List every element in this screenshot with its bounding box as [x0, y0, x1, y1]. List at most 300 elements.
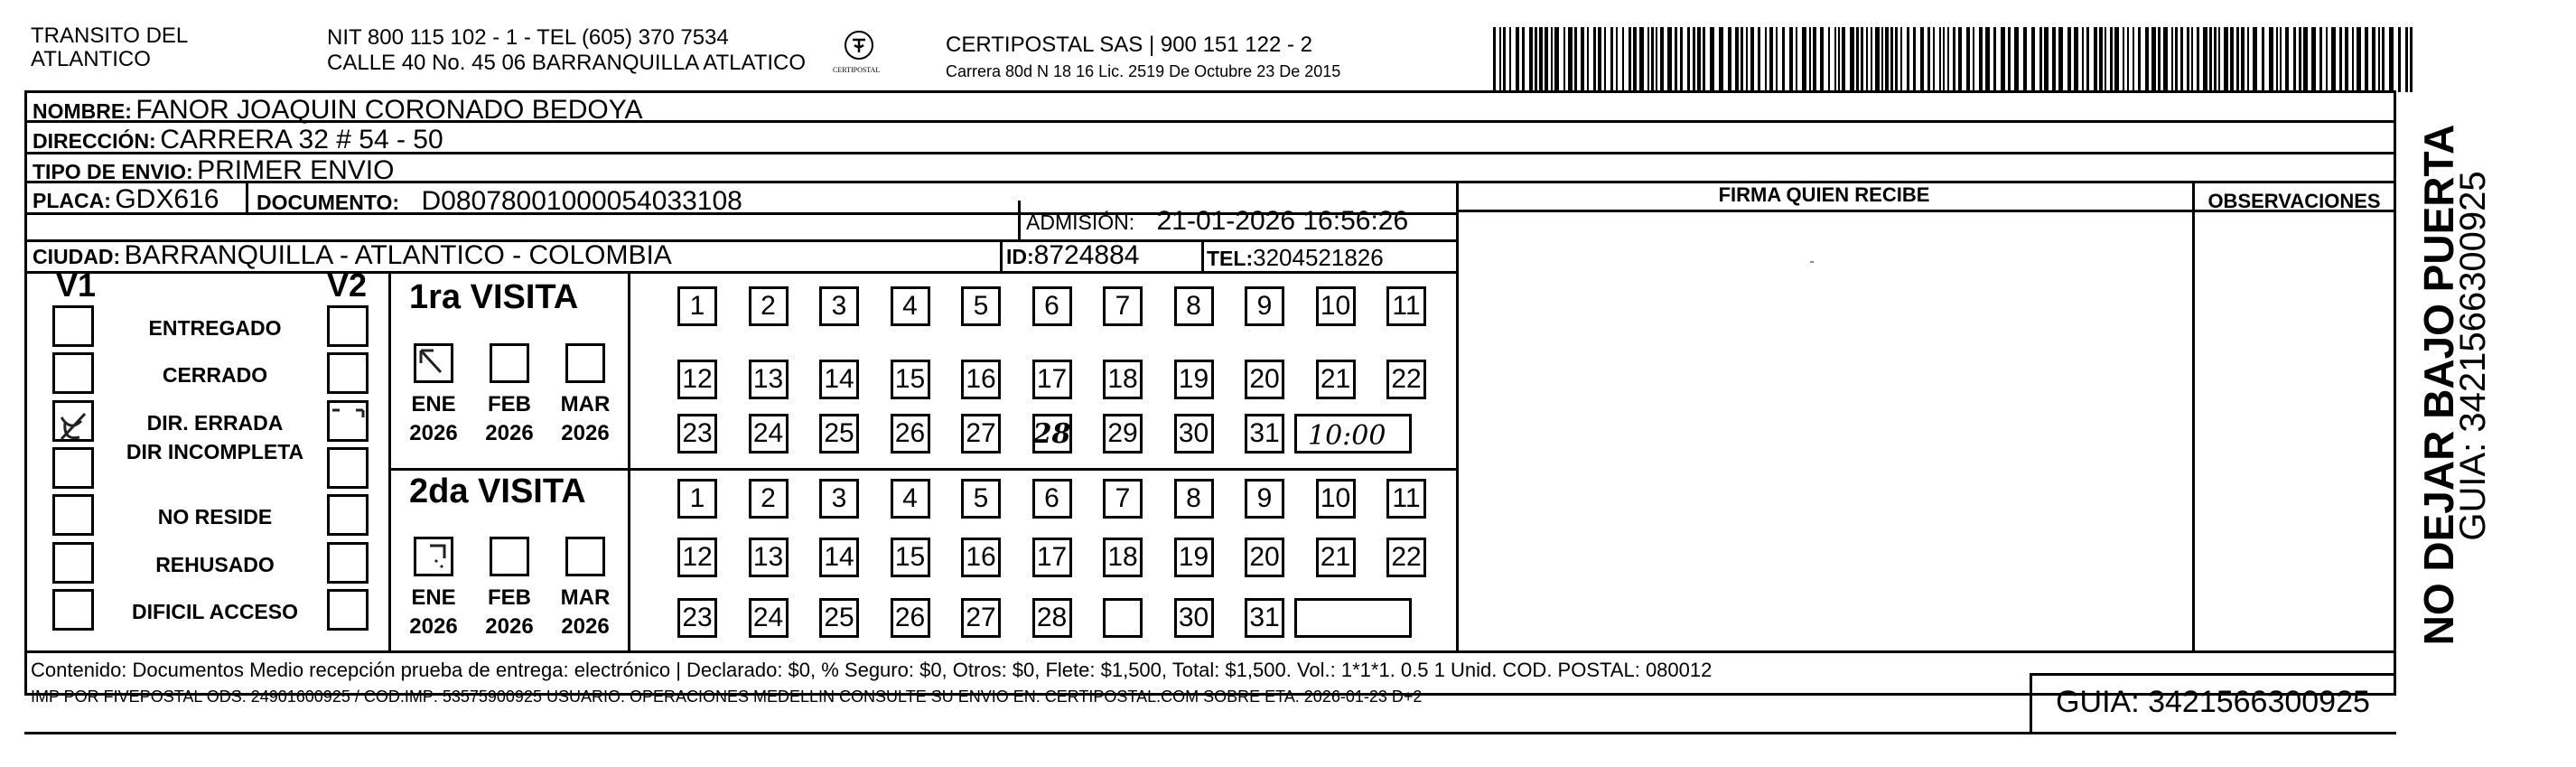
documento-label: DOCUMENTO:: [257, 191, 400, 214]
month-checkbox[interactable]: [565, 343, 605, 383]
barcode-bar: [2008, 27, 2011, 92]
barcode-bar: [2123, 27, 2124, 92]
day-cell[interactable]: 19: [1174, 360, 1214, 399]
month-year-label: 2026: [485, 614, 534, 639]
day-cell[interactable]: 12: [677, 538, 717, 577]
v1-checkbox[interactable]: [52, 305, 94, 347]
barcode-bar: [1499, 27, 1501, 92]
direccion-label: DIRECCIÓN:: [33, 129, 156, 153]
barcode-bar: [1943, 27, 1945, 92]
observaciones-label: OBSERVACIONES: [2207, 190, 2381, 212]
barcode-bar: [1539, 27, 1543, 92]
day-cell[interactable]: 21: [1316, 538, 1356, 577]
month-label: MAR: [560, 392, 611, 416]
id-value: 8724884: [1033, 240, 1140, 270]
barcode-bar: [2105, 27, 2106, 92]
id-label: ID:: [1006, 245, 1034, 268]
barcode-bar: [1765, 27, 1767, 92]
barcode-bar: [2074, 27, 2078, 92]
day-cell[interactable]: 10: [1316, 286, 1356, 326]
barcode-bar: [2023, 27, 2027, 92]
v2-checkbox[interactable]: [327, 542, 369, 584]
barcode-bar: [1629, 27, 1631, 92]
barcode-bar: [1895, 27, 1898, 92]
carrier-line1: CERTIPOSTAL SAS | 900 151 122 - 2: [946, 33, 1312, 57]
barcode-bar: [2345, 27, 2348, 92]
barcode-bar: [1871, 27, 1872, 92]
barcode-bar: [2365, 27, 2368, 92]
barcode-bar: [1493, 27, 1496, 92]
status-option-label: DIFICIL ACCESO: [131, 599, 298, 623]
barcode-bar: [1758, 27, 1760, 92]
day-cell[interactable]: 3: [819, 286, 859, 326]
barcode-bar: [2378, 27, 2380, 92]
v2-dir-errada-mark: [327, 405, 369, 451]
footer-imp: IMP POR FIVEPOSTAL ODS: 24901600925 / COD.IMP: 53575900925 USUARIO: OPERACIONES MEDELLIN CONSULTE SU ENVIO EN: CERTIPOSTAL.COM SOBRE ETA: 2026-01-23 D+2: [31, 687, 1423, 706]
barcode-bar: [1939, 27, 1941, 92]
footer-contenido: Contenido: Documentos Medio recepción prueba de entrega: electrónico | Declarado: $0, % Seguro: $0, Otros: $0, Flete: $1,500, Total: $1,500. Vol.: 1*1*1. 0.5 1 Unid. COD. POSTAL: 080012: [31, 659, 1713, 681]
barcode-bar: [2001, 27, 2005, 92]
day-cell[interactable]: 10: [1316, 479, 1356, 519]
status-option-label: CERRADO: [162, 363, 268, 388]
certipostal-logo-icon: [838, 29, 880, 70]
day-cell[interactable]: 29: [1103, 414, 1143, 454]
day-cell[interactable]: 25: [819, 598, 859, 638]
barcode-bar: [2180, 27, 2183, 92]
barcode-bar: [2158, 27, 2161, 92]
tel-label: TEL:: [1207, 247, 1254, 270]
day-cell[interactable]: 16: [961, 360, 1001, 399]
barcode-bar: [1735, 27, 1739, 92]
barcode-bar: [1907, 27, 1909, 92]
barcode-bar: [1933, 27, 1935, 92]
barcode-bar: [1522, 27, 1525, 92]
barcode-bar: [2203, 27, 2207, 92]
footer-guia: GUIA: 3421566300925: [2056, 685, 2370, 719]
barcode-bar: [2352, 27, 2354, 92]
firma-speck: [1810, 261, 1814, 263]
month-checkbox[interactable]: [490, 537, 529, 576]
placa-value: GDX616: [115, 184, 219, 214]
day-cell[interactable]: 20: [1245, 538, 1284, 577]
barcode-bar: [2319, 27, 2322, 92]
status-option-label: NO RESIDE: [157, 505, 273, 529]
barcode-bar: [2293, 27, 2296, 92]
day-cell[interactable]: 23: [677, 598, 717, 638]
barcode-bar: [1593, 27, 1596, 92]
barcode-bar: [1574, 27, 1577, 92]
v1-checkbox[interactable]: [52, 447, 94, 489]
barcode-bar: [2382, 27, 2385, 92]
barcode-bar: [1890, 27, 1893, 92]
barcode-bar: [1820, 27, 1824, 92]
day-cell[interactable]: 7: [1103, 286, 1143, 326]
v2-label: V2: [327, 267, 368, 304]
barcode-bar: [2114, 27, 2119, 92]
barcode-bar: [1776, 27, 1778, 92]
admision-label: ADMISIÓN:: [1026, 210, 1135, 234]
day-cell[interactable]: [1103, 598, 1143, 638]
day-cell[interactable]: 1: [677, 479, 717, 519]
barcode-bar: [2405, 27, 2408, 92]
barcode-bar: [2253, 27, 2257, 92]
barcode-bar: [1693, 27, 1695, 92]
day-cell[interactable]: 31: [1245, 414, 1284, 454]
day-cell[interactable]: 9: [1245, 286, 1284, 326]
barcode-bar: [2191, 27, 2193, 92]
day-cell[interactable]: 18: [1103, 538, 1143, 577]
barcode-bar: [1813, 27, 1816, 92]
v2-checkbox[interactable]: [327, 447, 369, 489]
time-box[interactable]: [1294, 598, 1412, 638]
barcode-bar: [1616, 27, 1618, 92]
barcode-bar: [1675, 27, 1677, 92]
barcode-bar: [2044, 27, 2049, 92]
day-cell[interactable]: 24: [749, 414, 789, 454]
day-cell[interactable]: 5: [961, 479, 1001, 519]
barcode-bar: [1710, 27, 1714, 92]
day-cell[interactable]: 30: [1174, 414, 1214, 454]
barcode-bar: [1647, 27, 1649, 92]
barcode-bar: [1920, 27, 1924, 92]
day-cell[interactable]: 14: [819, 360, 859, 399]
visit1-ene-mark: [414, 343, 453, 388]
barcode-bar: [1741, 27, 1743, 92]
sender-nit-tel: NIT 800 115 102 - 1 - TEL (605) 370 7534: [327, 25, 729, 50]
barcode-bar: [1535, 27, 1537, 92]
sender-address: CALLE 40 No. 45 06 BARRANQUILLA ATLATICO: [327, 51, 807, 75]
barcode-bar: [2357, 27, 2361, 92]
day-cell[interactable]: 27: [961, 598, 1001, 638]
barcode-bar: [2133, 27, 2134, 92]
barcode-bar: [1587, 27, 1589, 92]
status-option-label: ENTREGADO: [148, 316, 282, 340]
barcode-bar: [1958, 27, 1962, 92]
day-cell[interactable]: 13: [749, 360, 789, 399]
day-cell[interactable]: 17: [1032, 360, 1072, 399]
frame-right: [2394, 90, 2396, 696]
handwritten-day: 28: [1032, 417, 1071, 450]
ciudad-value: BARRANQUILLA - ATLANTICO - COLOMBIA: [124, 240, 672, 270]
day-cell[interactable]: 21: [1316, 360, 1356, 399]
day-cell[interactable]: 28: [1032, 598, 1072, 638]
month-year-label: 2026: [485, 421, 534, 445]
barcode-bar: [1782, 27, 1785, 92]
barcode-bar: [1985, 27, 1990, 92]
barcode-bar: [2163, 27, 2168, 92]
barcode-bar: [1610, 27, 1613, 92]
barcode-bar: [2410, 27, 2413, 92]
day-cell[interactable]: 16: [961, 538, 1001, 577]
barcode-bar: [2214, 27, 2217, 92]
barcode-bar: [1900, 27, 1902, 92]
barcode-bar: [2145, 27, 2149, 92]
barcode-bar: [1554, 27, 1559, 92]
v2-checkbox[interactable]: [327, 352, 369, 394]
day-cell[interactable]: 22: [1386, 360, 1426, 399]
sender-name-line1: TRANSITO DEL: [31, 23, 189, 48]
day-cell[interactable]: 17: [1032, 538, 1072, 577]
day-cell[interactable]: 4: [891, 286, 930, 326]
barcode-bar: [1861, 27, 1863, 92]
day-cell[interactable]: 3: [819, 479, 859, 519]
barcode-bar: [1966, 27, 1970, 92]
barcode-bar: [1750, 27, 1754, 92]
day-cell[interactable]: 26: [891, 598, 930, 638]
day-cell[interactable]: 30: [1174, 598, 1214, 638]
v2-checkbox[interactable]: [327, 305, 369, 347]
barcode-bar: [1581, 27, 1584, 92]
barcode-bar: [2197, 27, 2199, 92]
admision-field: [1026, 208, 1408, 235]
firma-label: FIRMA QUIEN RECIBE: [1718, 183, 1930, 206]
barcode-bar: [2311, 27, 2316, 92]
month-label: MAR: [560, 585, 611, 610]
barcode-bar: [1809, 27, 1811, 92]
certipostal-logo-text: CERTIPOSTAL: [833, 66, 881, 74]
barcode-bar: [2058, 27, 2063, 92]
day-cell[interactable]: 11: [1386, 479, 1426, 519]
barcode-bar: [1802, 27, 1806, 92]
barcode-bar: [2209, 27, 2212, 92]
month-checkbox[interactable]: [565, 537, 605, 576]
day-cell[interactable]: 13: [749, 538, 789, 577]
barcode-bar: [2218, 27, 2220, 92]
barcode-bar: [2339, 27, 2342, 92]
day-cell[interactable]: 27: [961, 414, 1001, 454]
barcode-bar: [1639, 27, 1644, 92]
direccion-value: CARRERA 32 # 54 - 50: [160, 125, 443, 154]
tipo-envio-field: [33, 157, 394, 184]
barcode-bar: [1509, 27, 1511, 92]
barcode-bar: [1551, 27, 1553, 92]
barcode-bar: [1993, 27, 1996, 92]
barcode-bar: [2151, 27, 2156, 92]
barcode-bar: [1838, 27, 1840, 92]
tel-value: 3204521826: [1253, 244, 1384, 271]
day-cell[interactable]: 8: [1174, 479, 1214, 519]
barcode-bar: [2276, 27, 2278, 92]
barcode-bar: [2303, 27, 2308, 92]
barcode-bar: [1667, 27, 1672, 92]
day-cell[interactable]: 7: [1103, 479, 1143, 519]
day-cell-handwritten[interactable]: [1032, 414, 1072, 454]
barcode-bar: [1769, 27, 1773, 92]
barcode-bar: [2389, 27, 2394, 92]
barcode-bar: [1913, 27, 1916, 92]
barcode-bar: [1503, 27, 1506, 92]
month-label: FEB: [488, 392, 531, 416]
day-cell[interactable]: 2: [749, 286, 789, 326]
day-cell[interactable]: 19: [1174, 538, 1214, 577]
direccion-field: [33, 126, 443, 154]
barcode-bar: [1850, 27, 1854, 92]
barcode-bar: [1687, 27, 1690, 92]
day-cell[interactable]: 24: [749, 598, 789, 638]
tel-field: [1207, 246, 1384, 269]
barcode-bar: [2299, 27, 2301, 92]
barcode-bar: [2110, 27, 2113, 92]
day-cell[interactable]: 6: [1032, 286, 1072, 326]
barcode-bar: [1885, 27, 1889, 92]
v2-checkbox[interactable]: [327, 494, 369, 536]
time-box[interactable]: [1294, 414, 1412, 454]
frame-top: [24, 90, 2394, 93]
v1-checkbox[interactable]: [52, 494, 94, 536]
barcode-bar: [1697, 27, 1701, 92]
v1-checkbox[interactable]: [52, 589, 94, 631]
barcode-bar: [2285, 27, 2289, 92]
barcode-bar: [2187, 27, 2189, 92]
barcode-bar: [1728, 27, 1731, 92]
status-option-label: DIR INCOMPLETA: [126, 439, 304, 463]
visit2-title: 2da VISITA: [409, 472, 586, 510]
barcode-bar: [2230, 27, 2234, 92]
day-cell[interactable]: 6: [1032, 479, 1072, 519]
barcode-bar: [1875, 27, 1880, 92]
barcode-bar: [2127, 27, 2129, 92]
nombre-field: [33, 97, 643, 124]
v2-checkbox[interactable]: [327, 589, 369, 631]
nombre-value: FANOR JOAQUIN CORONADO BEDOYA: [135, 95, 643, 125]
barcode-bar: [1622, 27, 1624, 92]
barcode-bar: [1598, 27, 1601, 92]
visit1-title: 1ra VISITA: [409, 278, 579, 316]
barcode-bar: [2331, 27, 2336, 92]
month-year-label: 2026: [409, 421, 458, 445]
barcode-bar: [2014, 27, 2019, 92]
month-checkbox[interactable]: [490, 343, 529, 383]
barcode-bar: [2031, 27, 2035, 92]
day-cell[interactable]: 31: [1245, 598, 1284, 638]
barcode-bar: [1927, 27, 1930, 92]
day-cell[interactable]: 25: [819, 414, 859, 454]
barcode-bar: [2099, 27, 2103, 92]
barcode-bar: [1604, 27, 1606, 92]
barcode-bar: [1856, 27, 1859, 92]
status-option-label: DIR. ERRADA: [146, 410, 284, 435]
v1-dir-errada-mark: [52, 405, 94, 451]
barcode-bar: [1789, 27, 1793, 92]
day-cell[interactable]: 11: [1386, 286, 1426, 326]
visit2-ene-mark: [414, 537, 453, 581]
id-field: [1006, 242, 1139, 269]
barcode-bar: [2280, 27, 2282, 92]
side-guia: GUIA: 3421566300925: [2453, 171, 2493, 541]
day-cell[interactable]: 5: [961, 286, 1001, 326]
barcode-bar: [1545, 27, 1548, 92]
month-year-label: 2026: [409, 614, 458, 639]
barcode-bar: [1651, 27, 1654, 92]
day-cell[interactable]: 8: [1174, 286, 1214, 326]
barcode-bar: [1703, 27, 1705, 92]
day-cell[interactable]: 15: [891, 360, 930, 399]
day-cell[interactable]: 4: [891, 479, 930, 519]
v1-checkbox[interactable]: [52, 352, 94, 394]
day-cell[interactable]: 14: [819, 538, 859, 577]
barcode-bar: [1660, 27, 1664, 92]
barcode-bar: [1563, 27, 1565, 92]
day-cell[interactable]: 2: [749, 479, 789, 519]
placa-field: [33, 186, 219, 213]
ciudad-label: CIUDAD:: [33, 245, 121, 268]
day-cell[interactable]: 1: [677, 286, 717, 326]
barcode-bar: [1881, 27, 1883, 92]
v1-label: V1: [56, 267, 97, 304]
barcode-bar: [1516, 27, 1519, 92]
day-cell[interactable]: 23: [677, 414, 717, 454]
barcode-bar: [2269, 27, 2273, 92]
barcode-bar: [1529, 27, 1533, 92]
barcode-bar: [1656, 27, 1657, 92]
month-label: FEB: [488, 585, 531, 610]
barcode-bar: [2067, 27, 2071, 92]
barcode-bar: [1796, 27, 1797, 92]
day-cell[interactable]: 18: [1103, 360, 1143, 399]
month-label: ENE: [411, 392, 456, 416]
barcode-bar: [1568, 27, 1573, 92]
barcode-bar: [1680, 27, 1683, 92]
barcode-bar: [2138, 27, 2141, 92]
barcode-bar: [2175, 27, 2178, 92]
nombre-label: NOMBRE:: [33, 99, 132, 123]
sender-name-line2: ATLANTICO: [31, 47, 151, 71]
barcode-bar: [2262, 27, 2264, 92]
barcode-bar: [1973, 27, 1974, 92]
day-cell[interactable]: 12: [677, 360, 717, 399]
day-cell[interactable]: 15: [891, 538, 930, 577]
handwritten-time: 10:00: [1308, 420, 1386, 452]
barcode-bar: [1633, 27, 1637, 92]
status-option-label: REHUSADO: [155, 552, 275, 576]
barcode-bar: [2241, 27, 2245, 92]
barcode-bar: [2247, 27, 2249, 92]
barcode-bar: [2372, 27, 2375, 92]
barcode-bar: [2086, 27, 2089, 92]
barcode-bar: [1947, 27, 1949, 92]
month-year-label: 2026: [561, 421, 610, 445]
day-cell[interactable]: 22: [1386, 538, 1426, 577]
side-warning: NO DEJAR BAJO PUERTA: [2415, 124, 2462, 646]
barcode-bar: [2039, 27, 2042, 92]
carrier-line2: Carrera 80d N 18 16 Lic. 2519 De Octubre 23 De 2015: [946, 62, 1341, 80]
barcode-bar: [2224, 27, 2228, 92]
day-cell[interactable]: 26: [891, 414, 930, 454]
placa-label: PLACA:: [33, 189, 111, 212]
barcode-bar: [1746, 27, 1748, 92]
barcode-bar: [2052, 27, 2056, 92]
barcode: [1493, 27, 2413, 92]
barcode-bar: [1834, 27, 1836, 92]
barcode-bar: [1842, 27, 1845, 92]
month-year-label: 2026: [561, 614, 610, 639]
barcode-bar: [1979, 27, 1983, 92]
barcode-bar: [2171, 27, 2173, 92]
barcode-bar: [2398, 27, 2401, 92]
documento-field: [257, 188, 742, 215]
barcode-bar: [1828, 27, 1830, 92]
day-cell[interactable]: 9: [1245, 479, 1284, 519]
barcode-bar: [2326, 27, 2328, 92]
barcode-bar: [2094, 27, 2097, 92]
v1-checkbox[interactable]: [52, 542, 94, 584]
barcode-bar: [1719, 27, 1723, 92]
month-label: ENE: [411, 585, 456, 610]
tipo-envio-label: TIPO DE ENVIO:: [33, 160, 193, 183]
admision-value: 21-01-2026 16:56:26: [1156, 206, 1409, 236]
day-cell[interactable]: 20: [1245, 360, 1284, 399]
tipo-envio-value: PRIMER ENVIO: [197, 155, 395, 185]
